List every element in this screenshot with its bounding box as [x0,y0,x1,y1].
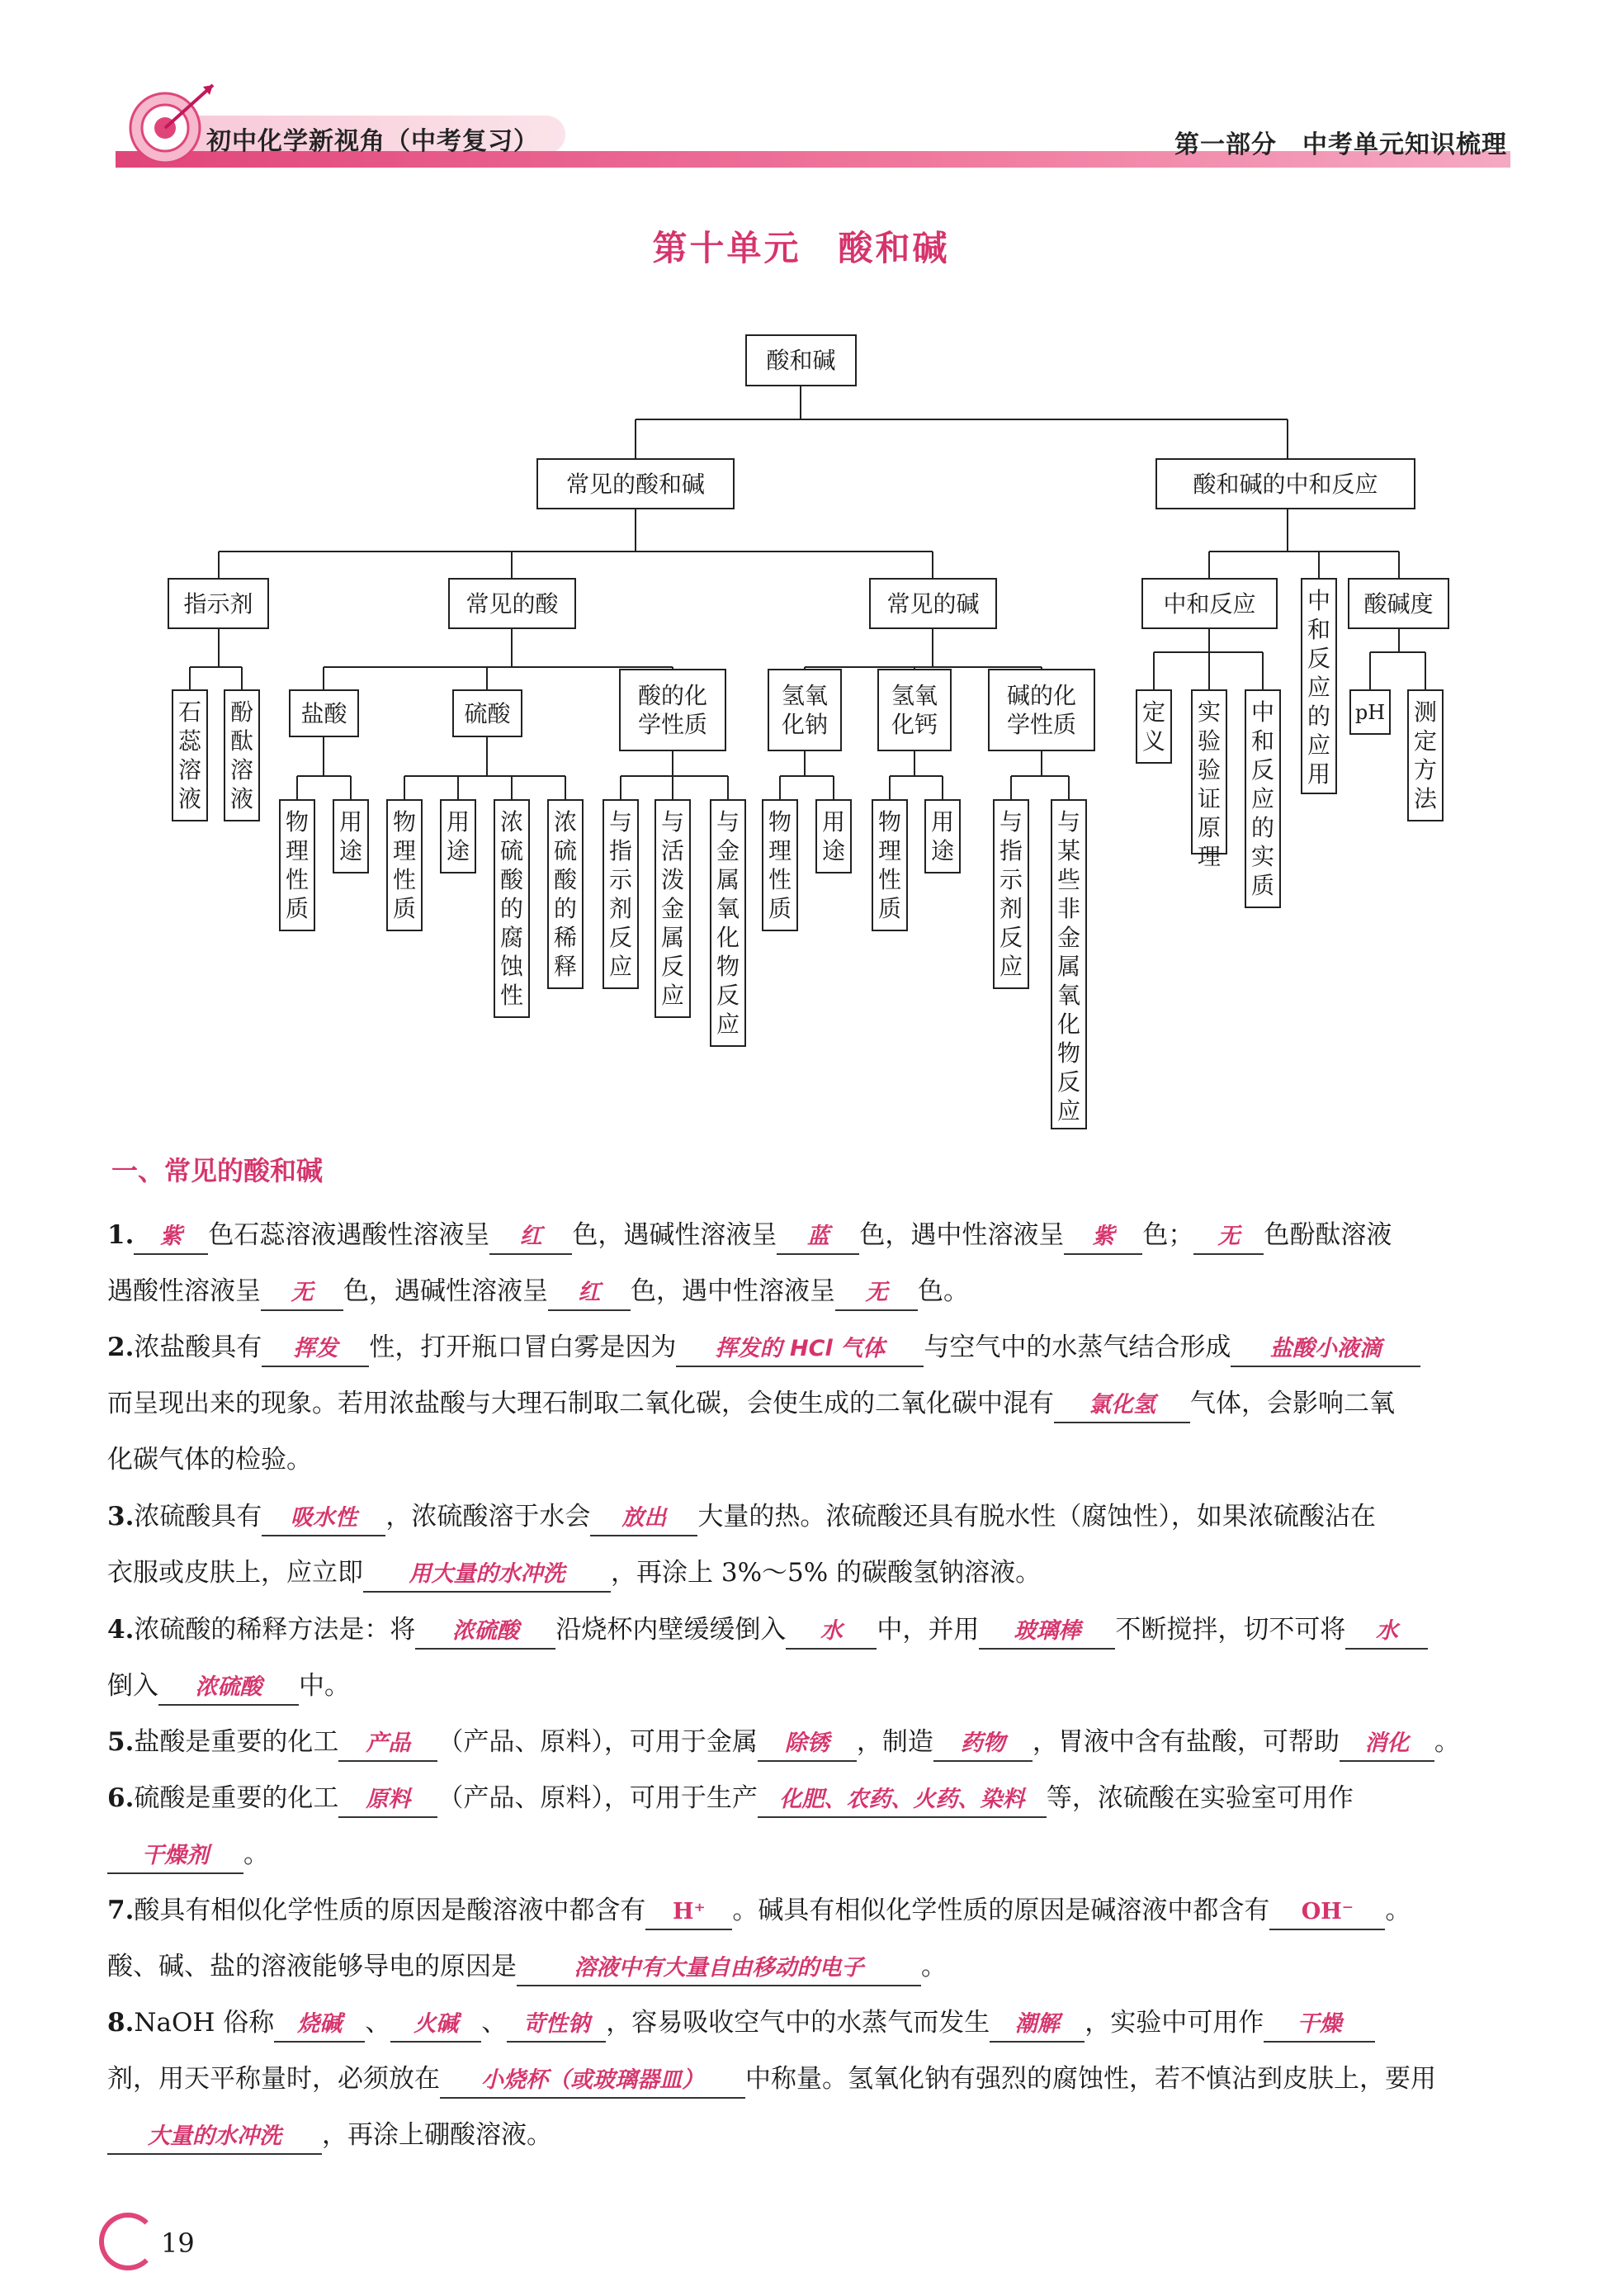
tree-node-experiment-principle: 实 验 验 证 原 理 [1191,689,1227,854]
answer-blank: OH⁻ [1269,1896,1385,1930]
tree-node-h2so4-uses: 用 途 [440,799,476,873]
page-number: 19 [161,2227,195,2259]
tree-node-common-acids: 常见的酸 [448,578,576,629]
answer-blank: 干燥剂 [107,1839,243,1874]
answer-blank: 挥发 [262,1333,369,1367]
tree-node-h2so4-physical-props: 物 理 性 质 [386,799,423,931]
tree-node-acid-with-indicator: 与 指 示 剂 反 应 [603,799,639,989]
answer-blank: 浓硫酸 [415,1615,555,1650]
answer-blank: 潮解 [990,2008,1085,2043]
tree-node-neutralization-essence: 中 和 反 应 的 实 质 [1245,689,1281,908]
answer-blank: H⁺ [645,1896,732,1930]
answer-blank: 化肥、农药、火药、染料 [758,1783,1047,1818]
answer-blank: 玻璃棒 [979,1615,1115,1650]
answer-blank: 挥发的 HCl 气体 [676,1333,924,1367]
page-title: 第十单元 酸和碱 [652,228,950,268]
question-3: 3.浓硫酸具有 吸水性 ，浓硫酸溶于水会 放出 大量的热。浓硫酸还具有脱水性（腐蚀性），如果浓硫酸沾在 衣服或皮肤上，应立即 用大量的水冲洗 ，再涂上 3%～5% 的碳酸氢钠溶液。 [107,1489,1502,1601]
question-7: 7.酸具有相似化学性质的原因是酸溶液中都含有 H⁺ 。碱具有相似化学性质的原因是碱溶液中都含有 OH⁻ 。 酸、碱、盐的溶液能够导电的原因是 溶液中有大量自由移动的电子 。 [107,1882,1502,1995]
answer-blank: 消化 [1340,1727,1434,1762]
tree-node-common-acids-bases: 常见的酸和碱 [536,458,735,509]
question-1: 1. 紫 色石蕊溶液遇酸性溶液呈 红 色，遇碱性溶液呈 蓝 色，遇中性溶液呈 紫 色； 无 色酚酞溶液 遇酸性溶液呈 无 色，遇碱性溶液呈 红 色，遇中性溶液呈 无 色。 [107,1207,1502,1319]
tree-node-ph-scale: 酸碱度 [1348,578,1449,629]
question-4: 4.浓硫酸的稀释方法是：将 浓硫酸 沿烧杯内壁缓缓倒入 水 中，并用 玻璃棒 不断搅拌，切不可将 水 倒入 浓硫酸 中。 [107,1602,1502,1714]
section-heading: 一、常见的酸和碱 [111,1155,324,1186]
part-title: 第一部分 中考单元知识梳理 [1174,130,1507,159]
answer-blank: 紫 [1064,1220,1142,1255]
tree-node-caoh2-uses: 用 途 [924,799,961,873]
tree-node-common-bases: 常见的碱 [869,578,997,629]
tree-node-naoh-uses: 用 途 [815,799,852,873]
tree-node-base-with-nonmetal-oxide: 与 某 些 非 金 属 氧 化 物 反 应 [1051,799,1087,1129]
tree-node-base-with-indicator: 与 指 示 剂 反 应 [993,799,1029,989]
tree-node-hydrochloric-acid: 盐酸 [289,689,359,737]
tree-node-neutralization: 酸和碱的中和反应 [1155,458,1415,509]
answer-blank: 放出 [590,1502,697,1536]
answer-blank: 苛性钠 [507,2008,606,2043]
tree-node-calcium-hydroxide: 氢氧化钙 [877,669,952,751]
answer-blank: 氯化氢 [1054,1389,1190,1423]
tree-node-naoh-physical-props: 物 理 性 质 [762,799,798,931]
tree-node-hcl-uses: 用 途 [333,799,369,873]
question-2: 2.浓盐酸具有 挥发 性，打开瓶口冒白雾是因为 挥发的 HCl 气体 与空气中的水蒸气结合形成 盐酸小液滴 而呈现出来的现象。若用浓盐酸与大理石制取二氧化碳，会使生成的二氧化碳中混有 氯化氢 气体，会影响二氧 化碳气体的检验。 [107,1319,1502,1488]
tree-node-sulfuric-acid: 硫酸 [452,689,522,737]
answer-blank: 蓝 [777,1220,859,1255]
answer-blank: 吸水性 [262,1502,385,1536]
answer-blank: 紫 [134,1220,208,1255]
question-8: 8.NaOH 俗称 烧碱 、 火碱 、 苛性钠 ，容易吸收空气中的水蒸气而发生 潮解 ，实验中可用作 干燥 剂，用天平称量时，必须放在 小烧杯（或玻璃器皿） 中称量。氢氧化钠有强烈的腐蚀性，若不慎沾到皮肤上，要用 大量的水冲洗 ，再涂上硼酸溶液。 [107,1995,1502,2163]
answer-blank: 无 [1193,1220,1264,1255]
tree-node-conc-h2so4-corrosive: 浓 硫 酸 的 腐 蚀 性 [494,799,530,1018]
tree-node-sodium-hydroxide: 氢氧化钠 [768,669,842,751]
answer-blank: 水 [786,1615,877,1650]
tree-node-phenolphthalein: 酚 酞 溶 液 [224,689,260,821]
answer-blank: 浓硫酸 [158,1671,299,1706]
answer-blank: 水 [1345,1615,1428,1650]
answer-blank: 火碱 [390,2008,481,2043]
answer-blank: 红 [489,1220,572,1255]
answer-blank: 产品 [338,1727,437,1762]
tree-node-ph: pH [1349,689,1391,735]
answer-blank: 无 [835,1276,918,1311]
answer-blank: 原料 [338,1783,437,1818]
tree-node-acid-with-active-metal: 与 活 泼 金 属 反 应 [655,799,691,1018]
tree-node-measure-method: 测 定 方 法 [1407,689,1444,821]
answer-blank: 无 [261,1276,343,1311]
tree-node-acid-with-metal-oxide: 与 金 属 氧 化 物 反 应 [710,799,746,1047]
answer-blank: 红 [548,1276,631,1311]
answer-blank: 药物 [933,1727,1033,1762]
tree-node-indicator: 指示剂 [168,578,269,629]
tree-node-neutralization-application: 中 和 反 应 的 应 用 [1301,578,1337,794]
question-5: 5.盐酸是重要的化工 产品 （产品、原料），可用于金属 除锈 ，制造 药物 ，胃液中含有盐酸，可帮助 消化 。 [107,1714,1502,1770]
tree-node-hcl-physical-props: 物 理 性 质 [279,799,315,931]
question-6: 6.硫酸是重要的化工 原料 （产品、原料），可用于生产 化肥、农药、火药、染料 等，浓硫酸在实验室可用作 干燥剂 。 [107,1770,1502,1882]
book-title: 初中化学新视角（中考复习） [206,127,539,156]
answer-blank: 除锈 [758,1727,857,1762]
tree-node-base-chem-props: 碱的化学性质 [988,669,1095,751]
tree-node-litmus: 石 蕊 溶 液 [172,689,208,821]
page-number-mark [99,2213,157,2270]
tree-node-acid-chem-props: 酸的化学性质 [619,669,726,751]
answer-blank: 溶液中有大量自由移动的电子 [517,1952,921,1986]
answer-blank: 干燥 [1264,2008,1375,2043]
tree-node-neutralization-reaction: 中和反应 [1141,578,1278,629]
answer-blank: 大量的水冲洗 [107,2120,322,2155]
answer-blank: 用大量的水冲洗 [363,1558,611,1593]
tree-root: 酸和碱 [745,334,857,386]
answer-blank: 烧碱 [274,2008,365,2043]
answer-blank: 盐酸小液滴 [1231,1333,1420,1367]
tree-node-definition: 定 义 [1136,689,1172,764]
tree-node-conc-h2so4-dilution: 浓 硫 酸 的 稀 释 [547,799,584,989]
tree-node-caoh2-physical-props: 物 理 性 质 [872,799,908,931]
answer-blank: 小烧杯（或玻璃器皿） [440,2064,745,2099]
